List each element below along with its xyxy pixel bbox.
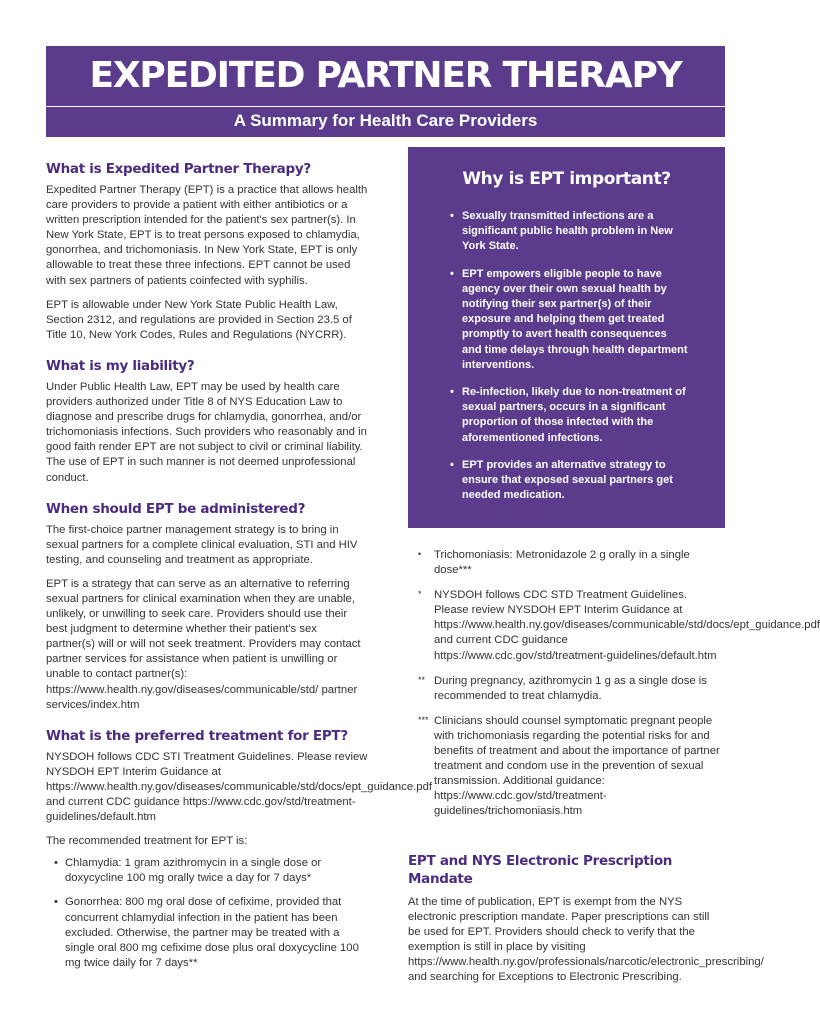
why-item-2: EPT empowers eligible people to have agency over their own sexual health by notifying their sex partner(s) of their exposure and helping them get treated promptly to avert health consequences and time delays through health department interventions. [462,267,688,371]
footnote-marker: * [418,589,422,600]
treatment-chlamydia: Chlamydia: 1 gram azithromycin in a single dose or doxycycline 100 mg orally twice a day for 7 days* [65,857,322,885]
when-administer-paragraph-2: EPT is a strategy that can serve as an alternative to referring sexual partners for clinical examination when they are unable, unlikely, or unwilling to seek care. Providers should use their best judgment to determine whether their patient's sex partner(s) will or will not seek treatment. Providers may contact partner services for assistance when patient is unwilling or unable to contact partner(s): https://www.health.ny.gov/diseases/communicable/std/ partner services/index.htm [46,577,361,711]
preferred-treatment-heading: What is the preferred treatment for EPT? [46,727,348,744]
page-title: EXPEDITED PARTNER THERAPY [89,55,682,96]
what-is-ept-paragraph-1: Expedited Partner Therapy (EPT) is a practice that allows health care providers to provide a patient with either antibiotics or a written prescription intended for the patient's sex partner(s). In New York State, EPT is to treat persons exposed to chlamydia, gonorrhea, and trichomoniasis. In New York State, EPT is only allowable to treat these three infections. EPT cannot be used with sex partners of patients coinfected with syphilis. [46,184,368,287]
list-item [418,588,820,663]
what-is-ept-heading: What is Expedited Partner Therapy? [46,161,311,177]
treatment-list [46,856,368,971]
what-is-ept-paragraph-2: EPT is allowable under New York State Public Health Law, Section 2312, and regulations are provided in Section 23.5 of Title 10, New York Codes, Rules and Regulations (NYCRR). [46,298,352,341]
e-prescription-paragraph: At the time of publication, EPT is exempt from the NYS electronic prescription mandate. Paper prescriptions can still be used for EPT. Providers should check to verify that the exemption is still in place by visiting https://www.health.ny.gov/professionals/narcotic/electronic_prescribing/ and searching for Exceptions to Electronic Prescribing. [408,896,764,984]
title-banner [46,46,725,137]
treatment-gonorrhea: Gonorrhea: 800 mg oral dose of cefixime, provided that concurrent chlamydial infection in the patient has been excluded. Otherwise, the partner may be treated with a single oral 800 mg cefixime dose plus oral doxycycline 100 mg twice daily for 7 days** [65,896,359,969]
why-important-list [450,209,688,515]
title-divider [46,106,725,107]
why-item-4: EPT provides an alternative strategy to ensure that exposed sexual partners get needed medication. [462,458,673,502]
left-column [46,160,432,980]
list-item [418,674,724,704]
why-important-box [408,147,725,528]
footnote-2: During pregnancy, azithromycin 1 g as a single dose is recommended to treat chlamydia. [434,674,707,702]
treatment-notes [418,548,820,830]
footnote-3: Clinicians should counsel symptomatic pregnant people with trichomoniasis regarding the potential risks for and benefits of treatment and about the importance of partner treatment and condom use in the prevention of sexual transmission. Additional guidance: https://www.cdc.gov/std/treatment-guidelines/trichomoniasis.htm [434,714,720,818]
list-item: • Chlamydia: 1 gram azithromycin in a single dose or doxycycline 100 mg orally twice a day for 7 days* [54,857,322,885]
liability-heading: What is my liability? [46,357,195,374]
page-subtitle: A Summary for Health Care Providers [233,111,538,130]
footnote-marker: *** [418,714,429,725]
treatment-trichomoniasis: Trichomoniasis: Metronidazole 2 g orally in a single dose*** [434,549,690,577]
bullet-marker: • [418,549,422,559]
why-item-1: Sexually transmitted infections are a significant public health problem in New York State. [462,210,673,253]
list-item [418,714,724,820]
list-item: • EPT empowers eligible people to have agency over their own sexual health by notifying their sex partner(s) of their exposure and helping them get treated promptly to avert health consequences and time delays through health department interventions. [450,267,688,371]
liability-paragraph: Under Public Health Law, EPT may be used by health care providers authorized under Title 8 of NYS Education Law to diagnose and prescribe drugs for chlamydia, gonorrhea, and/or trichomoniasis infections. Such providers who reasonably and in good faith render EPT are not subject to civil or criminal liability. The use of EPT in such manner is not deemed unprofessional conduct. [46,380,367,484]
footnote-1: NYSDOH follows CDC STD Treatment Guidelines. Please review NYSDOH EPT Interim Guidance at https://www.health.ny.gov/diseases/communicable/std/docs/ept_guidance.pdf and current CDC guidance https://www.cdc.gov/std/treatment-guidelines/default.htm [434,589,820,662]
preferred-treatment-paragraph: NYSDOH follows CDC STI Treatment Guidelines. Please review NYSDOH EPT Interim Guidance at https://www.health.ny.gov/diseases/communicable/std/docs/ept_guidance.pdf and current CDC guidance https://www.cdc.gov/std/treatment-guidelines/default.htm [46,750,432,824]
recommended-treatment-intro: The recommended treatment for EPT is: [46,835,248,848]
why-item-3: Re-infection, likely due to non-treatment of sexual partners, occurs in a significant proportion of those infected with the aforementioned infections. [462,386,686,444]
why-important-heading: Why is EPT important? [462,169,671,189]
when-administer-heading: When should EPT be administered? [46,500,306,517]
list-item: • Gonorrhea: 800 mg oral dose of cefixime, provided that concurrent chlamydial infection in the patient has been excluded. Otherwise, the partner may be treated with a single oral 800 mg cefixime dose plus oral doxycycline 100 mg twice daily for 7 days** [54,896,359,969]
list-item [418,548,724,578]
list-item: • Sexually transmitted infections are a significant public health problem in New York State. [450,210,673,253]
footnote-marker: ** [418,674,426,685]
e-prescription-section [408,852,764,986]
list-item: • EPT provides an alternative strategy to ensure that exposed sexual partners get needed medication. [450,458,673,502]
when-administer-paragraph-1: The first-choice partner management strategy is to bring in sexual partners for a complete clinical evaluation, STI and HIV testing, and counseling and treatment as appropriate. [46,523,358,566]
list-item: • Re-infection, likely due to non-treatment of sexual partners, occurs in a significant proportion of those infected with the aforementioned infections. [450,386,686,444]
e-prescription-heading: EPT and NYS Electronic Prescription Mandate [408,853,673,887]
